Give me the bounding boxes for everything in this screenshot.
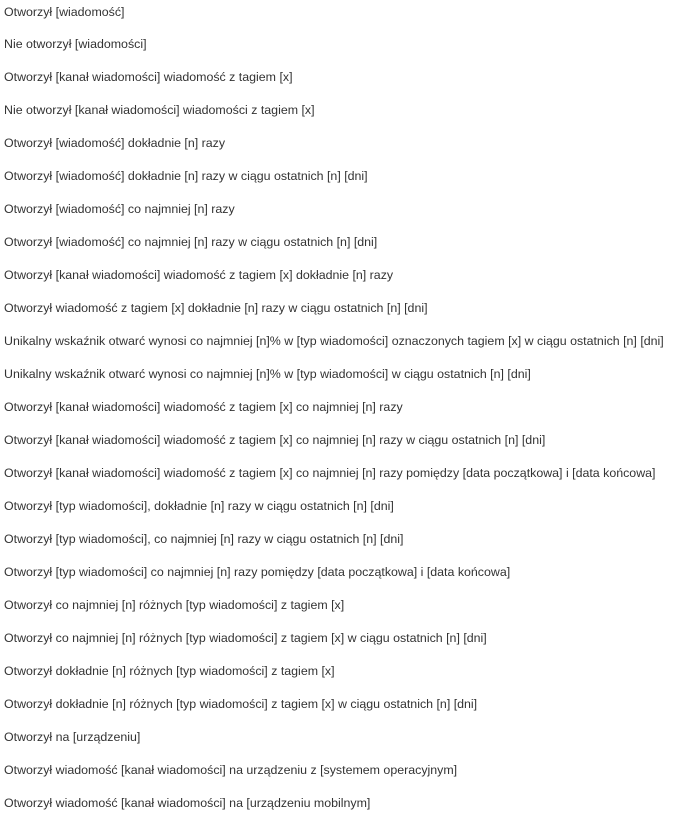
list-item: Nie otworzył [kanał wiadomości] wiadomości z tagiem [x] [4,103,315,117]
list-item: Otworzył wiadomość [kanał wiadomości] na urządzeniu z [systemem operacyjnym] [4,763,458,777]
list-item: Otworzył wiadomość [kanał wiadomości] na [urządzeniu mobilnym] [4,796,371,810]
list-item: Otworzył [wiadomość] dokładnie [n] razy w ciągu ostatnich [n] [dni] [4,169,368,183]
list-item: Otworzył [wiadomość] co najmniej [n] razy w ciągu ostatnich [n] [dni] [4,235,378,249]
list-item: Otworzył [kanał wiadomości] wiadomość z tagiem [x] co najmniej [n] razy pomiędzy [data początkowa] i [data końcowa] [4,466,656,480]
list-item: Unikalny wskaźnik otwarć wynosi co najmniej [n]% w [typ wiadomości] w ciągu ostatnich [n] [dni] [4,367,531,381]
list-item: Otworzył [typ wiadomości], co najmniej [n] razy w ciągu ostatnich [n] [dni] [4,532,404,546]
list-item: Nie otworzył [wiadomości] [4,37,147,51]
list-item: Otworzył [wiadomość] co najmniej [n] razy [4,202,235,216]
list-item: Otworzył [kanał wiadomości] wiadomość z tagiem [x] dokładnie [n] razy [4,268,394,282]
list-item: Otworzył [typ wiadomości], dokładnie [n] razy w ciągu ostatnich [n] [dni] [4,499,394,513]
list-item: Otworzył na [urządzeniu] [4,730,141,744]
list-item: Otworzył dokładnie [n] różnych [typ wiadomości] z tagiem [x] w ciągu ostatnich [n] [dni] [4,697,478,711]
list-item: Otworzył wiadomość z tagiem [x] dokładnie [n] razy w ciągu ostatnich [n] [dni] [4,301,428,315]
list-item: Otworzył [wiadomość] dokładnie [n] razy [4,136,226,150]
list-item: Otworzył [kanał wiadomości] wiadomość z tagiem [x] [4,70,293,84]
list-item: Otworzył dokładnie [n] różnych [typ wiadomości] z tagiem [x] [4,664,335,678]
list-item: Otworzył [kanał wiadomości] wiadomość z tagiem [x] co najmniej [n] razy [4,400,403,414]
list-item: Otworzył [typ wiadomości] co najmniej [n] razy pomiędzy [data początkowa] i [data końcowa] [4,565,511,579]
list-item: Unikalny wskaźnik otwarć wynosi co najmniej [n]% w [typ wiadomości] oznaczonych tagiem [x] w ciągu ostatnich [n] [dni] [4,334,664,348]
list-item: Otworzył [kanał wiadomości] wiadomość z tagiem [x] co najmniej [n] razy w ciągu ostatnich [n] [dni] [4,433,546,447]
list-item: Otworzył [wiadomość] [4,5,125,19]
list-item: Otworzył co najmniej [n] różnych [typ wiadomości] z tagiem [x] w ciągu ostatnich [n] [dni] [4,631,487,645]
list-item: Otworzył co najmniej [n] różnych [typ wiadomości] z tagiem [x] [4,598,345,612]
